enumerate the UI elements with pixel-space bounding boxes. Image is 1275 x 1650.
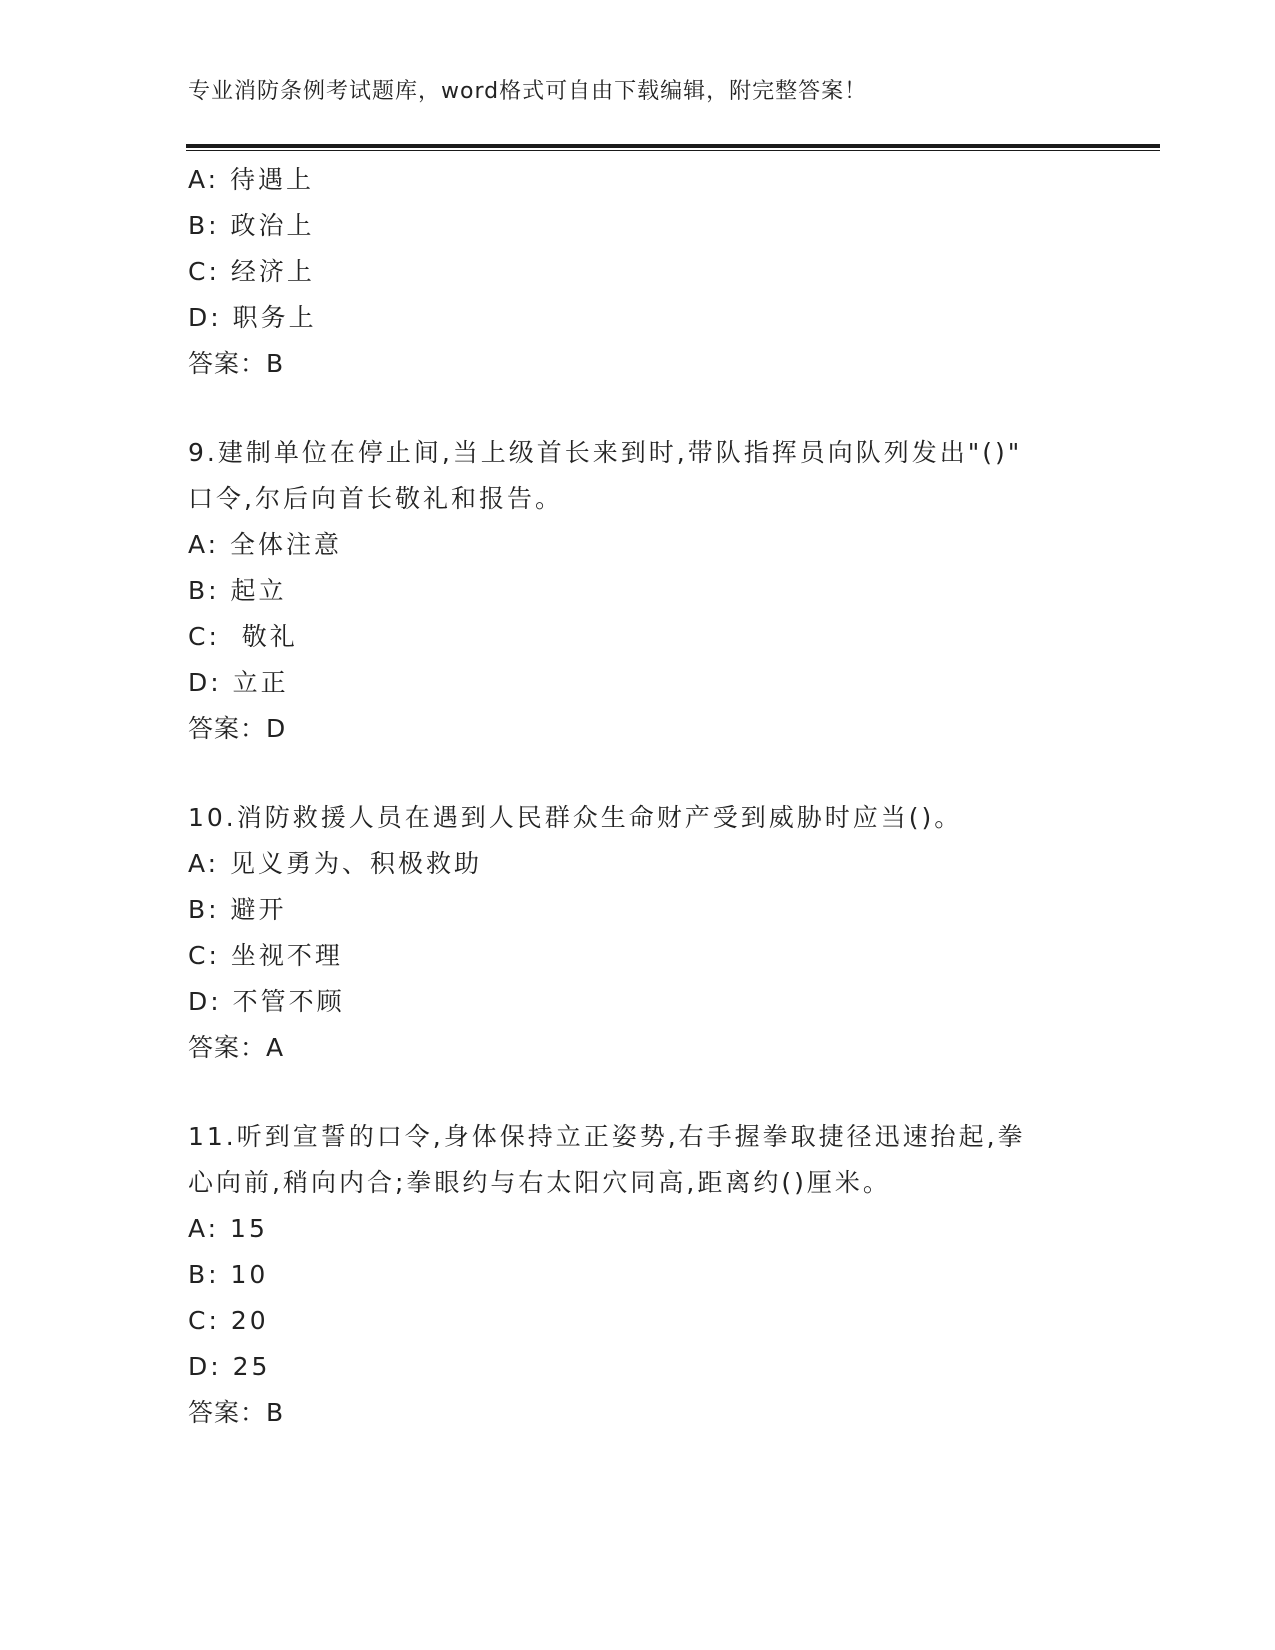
option-b: B: 起立: [188, 576, 287, 605]
option-a: A: 15: [188, 1214, 268, 1243]
header-rule-thin: [186, 150, 1160, 151]
question-9: [188, 430, 1088, 752]
option-b: B: 10: [188, 1260, 269, 1289]
answer: 答案：A: [188, 1033, 285, 1062]
answer: 答案：B: [188, 349, 285, 378]
option-c: C: 经济上: [188, 257, 315, 286]
answer: 答案：B: [188, 1398, 285, 1427]
question-text: 10.消防救援人员在遇到人民群众生命财产受到威胁时应当()。: [188, 803, 963, 832]
option-c: C: 敬礼: [188, 622, 298, 651]
option-c: C: 坐视不理: [188, 941, 343, 970]
option-d: D: 25: [188, 1352, 271, 1381]
continued-question: [188, 157, 1088, 387]
answer: 答案：D: [188, 714, 287, 743]
option-b: B: 避开: [188, 895, 287, 924]
page-header: 专业消防条例考试题库，word格式可自由下载编辑，附完整答案！: [188, 79, 868, 104]
option-d: D: 职务上: [188, 303, 317, 332]
option-a: A: 待遇上: [188, 165, 315, 194]
question-text: 9.建制单位在停止间,当上级首长来到时,带队指挥员向队列发出"()" 口令,尔后向首长敬礼和报告。: [188, 438, 1023, 513]
option-d: D: 立正: [188, 668, 289, 697]
question-11: [188, 1114, 1088, 1436]
question-text: 11.听到宣誓的口令,身体保持立正姿势,右手握拳取捷径迅速抬起,拳 心向前,稍向内合;拳眼约与右太阳穴同高,距离约()厘米。: [188, 1122, 1026, 1197]
header-rule: [186, 144, 1160, 148]
option-a: A: 全体注意: [188, 530, 343, 559]
question-10: [188, 795, 1088, 1071]
option-a: A: 见义勇为、积极救助: [188, 849, 483, 878]
document-body: [188, 157, 1088, 1436]
option-c: C: 20: [188, 1306, 269, 1335]
option-d: D: 不管不顾: [188, 987, 345, 1016]
option-b: B: 政治上: [188, 211, 315, 240]
